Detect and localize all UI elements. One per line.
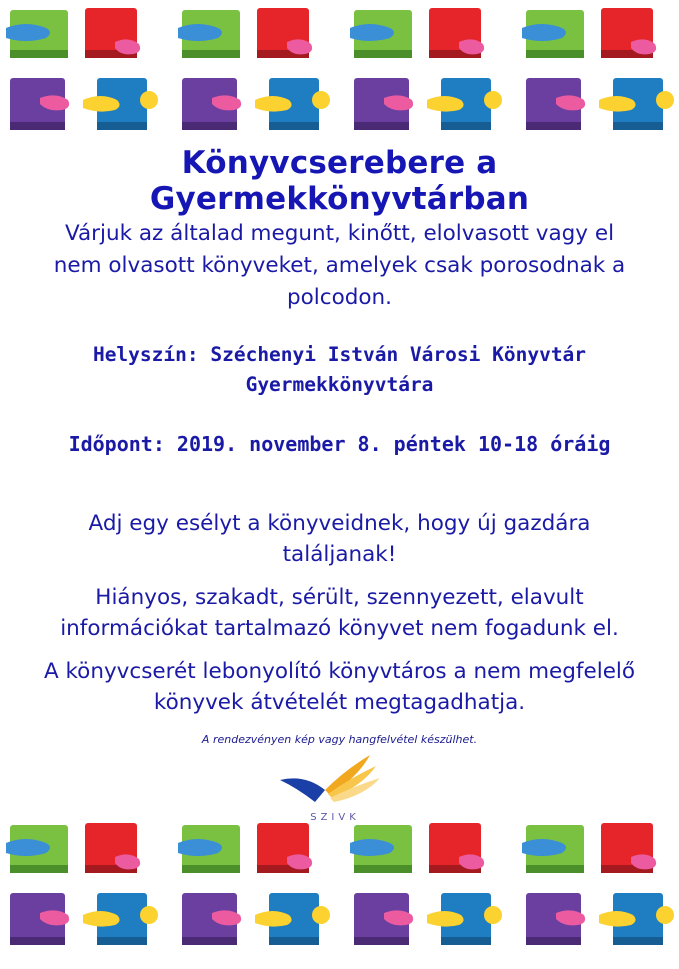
book-icon — [6, 10, 68, 58]
event-time: Időpont: 2019. november 8. péntek 10-18 óráig — [68, 432, 611, 456]
book-icon — [10, 78, 69, 130]
bottom-book-decoration — [0, 815, 679, 965]
rejection-paragraph: Hiányos, szakadt, sérült, szennyezett, elavult információkat tartalmazó könyvet nem fogadunk el. — [60, 585, 619, 641]
book-icon — [83, 78, 158, 130]
book-pattern-bottom — [0, 815, 679, 965]
book-pattern-top — [0, 0, 679, 150]
top-book-decoration — [0, 0, 679, 150]
logo-text: SZIVK — [310, 812, 360, 823]
intro-paragraph: Várjuk az általad megunt, kinőtt, elolvasott vagy el nem olvasott könyveket, amelyek csak porosodnak a polcodon. — [53, 221, 626, 310]
page-title: Könyvcserebere a Gyermekkönyvtárban — [149, 145, 530, 217]
appeal-paragraph: Adj egy esélyt a könyveidnek, hogy új gazdára találjanak! — [88, 511, 591, 567]
book-icon — [85, 8, 140, 58]
location-line-2: Gyermekkönyvtára — [245, 373, 434, 396]
refusal-paragraph: A könyvcserét lebonyolító könyvtáros a nem megfelelő könyvek átvételét megtagadhatja. — [43, 659, 636, 715]
recording-notice: A rendezvényen kép vagy hangfelvétel készülhet. — [201, 733, 478, 746]
location-block — [40, 340, 639, 400]
location-line-1: Helyszín: Széchenyi István Városi Könyvtár — [92, 343, 587, 366]
